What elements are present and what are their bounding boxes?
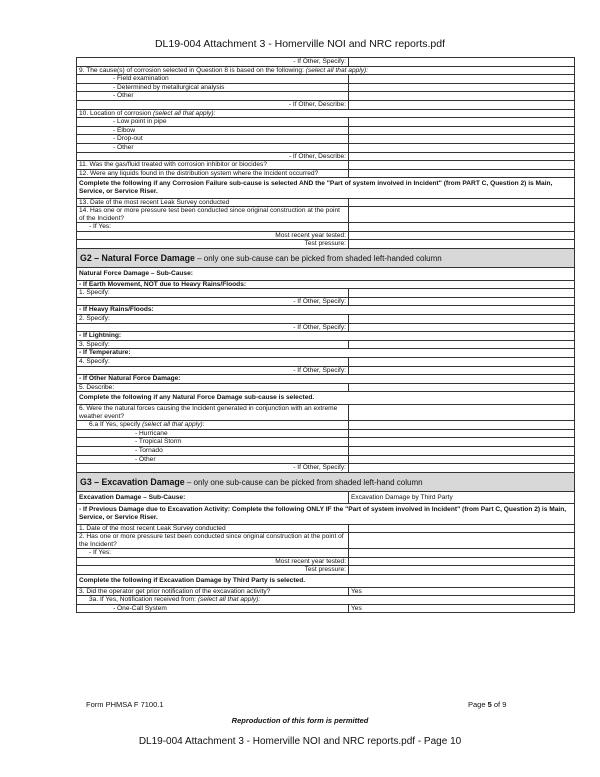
question-text: 10. Location of corrosion <box>79 109 152 117</box>
field-value <box>349 566 575 575</box>
section-title: G3 – Excavation Damage <box>80 476 185 487</box>
field-value <box>349 223 575 232</box>
field-label-text: Most recent year tested: <box>275 231 346 239</box>
form-row <box>77 438 575 447</box>
form-row <box>77 332 575 341</box>
form-row <box>77 340 575 349</box>
form-row <box>77 349 575 358</box>
field-label <box>77 446 349 455</box>
field-label <box>77 75 349 84</box>
field-label <box>77 358 349 367</box>
form-body <box>77 58 575 613</box>
page-prefix: Page <box>468 700 488 709</box>
field-value <box>349 118 575 127</box>
form-row <box>77 268 575 281</box>
field-label-text: - If Yes: <box>89 223 111 231</box>
field-value <box>349 126 575 135</box>
form-row <box>77 566 575 575</box>
form-row <box>77 455 575 464</box>
field-label <box>77 231 349 240</box>
form-row <box>77 240 575 249</box>
field-value <box>349 366 575 375</box>
field-value <box>349 524 575 533</box>
field-value <box>349 438 575 447</box>
form-row <box>77 178 575 198</box>
field-label <box>77 92 349 101</box>
field-label <box>77 557 349 566</box>
field-value <box>349 231 575 240</box>
instruction-header: - If Previous Damage due to Excavation Activity: Complete the following ONLY IF the "Part of system involved in Incident" (from Part C, Question 2) is Main, Service, or Service Riser. <box>77 504 575 524</box>
form-row <box>77 557 575 566</box>
form-row <box>77 358 575 367</box>
question-hint: (select all that apply): <box>151 109 216 117</box>
form-row <box>77 66 575 75</box>
form-row <box>77 596 575 605</box>
field-label-text: 3. Specify: <box>79 340 110 348</box>
field-value <box>349 83 575 92</box>
form-row <box>77 366 575 375</box>
section-note: – only one sub-cause can be picked from shaded left-hand column <box>184 477 423 487</box>
field-label <box>77 118 349 127</box>
field-value <box>349 92 575 101</box>
form-row <box>77 152 575 161</box>
field-hint: (select all that apply): <box>140 421 205 429</box>
form-id: Form PHMSA F 7100.1 <box>86 700 164 709</box>
question-cell <box>77 596 575 605</box>
field-label-text: 12. Were any liquids found in the distribution system where the Incident occurred? <box>79 169 319 177</box>
field-label-text: 6. Were the natural forces causing the Incident generated in conjunction with an extreme weather event? <box>79 404 338 420</box>
field-label <box>77 161 349 170</box>
field-label-text: - Other <box>113 143 134 151</box>
form-row <box>77 323 575 332</box>
field-label-text: Most recent year tested: <box>275 557 346 565</box>
question-hint: (select all that apply): <box>196 596 261 604</box>
subcause-heading: - If Lightning: <box>77 332 575 341</box>
field-value <box>349 340 575 349</box>
field-label <box>77 340 349 349</box>
field-label <box>77 83 349 92</box>
field-label-text: - Determined by metallurgical analysis <box>113 83 225 91</box>
field-label <box>77 100 349 109</box>
field-value <box>349 289 575 298</box>
field-value <box>349 207 575 223</box>
instruction-header: Complete the following if any Natural Force Damage sub-cause is selected. <box>77 392 575 405</box>
field-label <box>77 223 349 232</box>
section-header-g3 <box>77 472 575 491</box>
field-label <box>77 587 349 596</box>
form-row <box>77 533 575 549</box>
field-label-text: - One-Call System <box>113 604 167 612</box>
field-label <box>77 289 349 298</box>
instruction-header: Complete the following if Excavation Damage by Third Party is selected. <box>77 575 575 588</box>
field-value <box>349 58 575 67</box>
form-row <box>77 126 575 135</box>
field-label <box>77 240 349 249</box>
form-row <box>77 109 575 118</box>
field-label-text: Test pressure: <box>304 240 346 248</box>
field-label-text: - If Yes: <box>89 549 111 557</box>
field-value <box>349 143 575 152</box>
field-value <box>349 198 575 207</box>
form-row <box>77 504 575 524</box>
field-label-text: 5. Describe: <box>79 383 115 391</box>
form-row <box>77 169 575 178</box>
document-title: DL19-004 Attachment 3 - Homerville NOI and NRC reports.pdf <box>154 38 446 50</box>
field-label-text: 13. Date of the most recent Leak Survey conducted <box>79 198 230 206</box>
field-label <box>77 604 349 613</box>
question-text: 3a. If Yes, Notification received from: <box>89 596 197 604</box>
incident-form-table <box>76 57 575 613</box>
field-value <box>349 297 575 306</box>
form-row <box>77 604 575 613</box>
field-label <box>77 464 349 473</box>
field-label <box>77 533 349 549</box>
form-row <box>77 297 575 306</box>
form-row <box>77 315 575 324</box>
form-row <box>77 587 575 596</box>
form-row <box>77 198 575 207</box>
field-value <box>349 533 575 549</box>
field-value <box>349 358 575 367</box>
form-row <box>77 421 575 430</box>
field-label <box>77 549 349 558</box>
field-label-text: - Tornado <box>135 446 163 454</box>
section-header-g2 <box>77 249 575 268</box>
field-label-text: 4. Specify: <box>79 358 110 365</box>
field-value <box>349 240 575 249</box>
field-label-text: 14. Has one or more pressure test been conducted since original construction at the point of the Incident? <box>79 207 340 222</box>
field-label <box>77 438 349 447</box>
form-row <box>77 143 575 152</box>
field-label-text: - If Other, Specify: <box>293 323 346 331</box>
field-value <box>349 421 575 430</box>
field-value: Yes <box>349 604 575 613</box>
form-row <box>77 280 575 289</box>
instruction-header: Complete the following if any Corrosion Failure sub-cause is selected AND the "Part of system involved in Incident" (from PART C, Question 2) is Main, Service, or Service Riser. <box>77 178 575 198</box>
field-label-text: - Drop-out <box>113 135 143 143</box>
form-row <box>77 464 575 473</box>
field-value <box>349 446 575 455</box>
field-label-text: - If Other, Specify: <box>293 58 346 65</box>
form-row <box>77 118 575 127</box>
form-row <box>77 491 575 504</box>
subcause-heading: - If Earth Movement, NOT due to Heavy Rains/Floods: <box>77 280 575 289</box>
field-label <box>77 404 349 420</box>
form-row <box>77 75 575 84</box>
form-row <box>77 223 575 232</box>
field-label-text: 1. Specify: <box>79 289 110 297</box>
form-row <box>77 472 575 491</box>
field-label-text: - Elbow <box>113 126 135 134</box>
field-value <box>349 100 575 109</box>
field-label <box>77 297 349 306</box>
field-label-text: - If Other, Specify: <box>293 366 346 374</box>
subcause-heading: - If Temperature: <box>77 349 575 358</box>
form-row <box>77 161 575 170</box>
form-row <box>77 429 575 438</box>
form-row <box>77 289 575 298</box>
subcause-heading: - If Heavy Rains/Floods: <box>77 306 575 315</box>
field-value <box>349 75 575 84</box>
field-value <box>349 549 575 558</box>
form-row <box>77 207 575 223</box>
instruction-header: Natural Force Damage – Sub-Cause: <box>77 268 575 281</box>
form-row <box>77 92 575 101</box>
field-label <box>77 566 349 575</box>
field-label-text: - Field examination <box>113 75 169 83</box>
field-label <box>77 421 349 430</box>
field-label <box>77 429 349 438</box>
question-hint: (select all that apply): <box>303 66 369 74</box>
field-label-text: - Other <box>113 92 134 100</box>
field-label-text: 11. Was the gas/fluid treated with corrosion inhibitor or biocides? <box>79 161 268 169</box>
field-label <box>77 152 349 161</box>
field-value <box>349 135 575 144</box>
form-row <box>77 392 575 405</box>
question-text: 9. The cause(s) of corrosion selected in Question 8 is based on the following: <box>79 66 304 74</box>
page-indicator <box>468 700 506 709</box>
question-cell <box>77 66 575 75</box>
field-label-text: - If Other, Specify: <box>293 297 346 305</box>
field-label <box>77 366 349 375</box>
page-suffix: of 9 <box>491 700 507 709</box>
field-label-text: 2. Specify: <box>79 315 110 323</box>
field-value <box>349 152 575 161</box>
field-label-text: 1. Date of the most recent Leak Survey conducted <box>79 524 226 532</box>
field-value <box>349 323 575 332</box>
field-label <box>77 169 349 178</box>
form-row <box>77 404 575 420</box>
field-label-text: Test pressure: <box>304 566 346 574</box>
field-label-text: - Hurricane <box>135 429 168 437</box>
field-value <box>349 161 575 170</box>
field-label-text: 3. Did the operator get prior notification of the excavation activity? <box>79 587 271 595</box>
field-label <box>77 323 349 332</box>
field-label <box>77 126 349 135</box>
field-value <box>349 557 575 566</box>
form-row <box>77 58 575 67</box>
page-current: 5 <box>487 700 492 709</box>
section-title: G2 – Natural Force Damage <box>80 253 195 264</box>
field-label-text: - Low point in pipe <box>113 118 167 126</box>
field-value <box>349 315 575 324</box>
field-value <box>349 464 575 473</box>
form-row <box>77 249 575 268</box>
field-label: Excavation Damage – Sub-Cause: <box>77 491 349 504</box>
section-note: – only one sub-cause can be picked from shaded left-handed column <box>194 254 442 264</box>
field-label <box>77 207 349 223</box>
field-label <box>77 524 349 533</box>
field-label <box>77 143 349 152</box>
form-row <box>77 446 575 455</box>
form-row <box>77 100 575 109</box>
field-label-text: - Tropical Storm <box>135 438 182 446</box>
form-row <box>77 135 575 144</box>
form-row <box>77 524 575 533</box>
field-label-text: - If Other, Describe: <box>288 152 346 160</box>
field-value <box>349 404 575 420</box>
field-label-text: - If Other, Specify: <box>293 464 346 472</box>
bottom-title: DL19-004 Attachment 3 - Homerville NOI and NRC reports.pdf - Page 10 <box>138 736 462 747</box>
field-value <box>349 169 575 178</box>
field-label-text: - If Other, Describe: <box>288 100 346 108</box>
field-label-text: - Other <box>135 455 156 463</box>
form-row <box>77 549 575 558</box>
field-label-text: 6.a If Yes, specify <box>89 421 141 429</box>
field-label <box>77 315 349 324</box>
field-label <box>77 198 349 207</box>
field-value <box>349 429 575 438</box>
form-row <box>77 575 575 588</box>
field-label <box>77 58 349 67</box>
form-row <box>77 375 575 384</box>
field-value: Excavation Damage by Third Party <box>349 491 575 504</box>
field-label <box>77 455 349 464</box>
reproduction-notice: Reproduction of this form is permitted <box>231 716 369 725</box>
field-value: Yes <box>349 587 575 596</box>
field-label <box>77 383 349 392</box>
question-cell <box>77 109 575 118</box>
field-value <box>349 383 575 392</box>
subcause-heading: - If Other Natural Force Damage: <box>77 375 575 384</box>
form-row <box>77 383 575 392</box>
form-row <box>77 83 575 92</box>
field-value <box>349 455 575 464</box>
form-row <box>77 231 575 240</box>
field-label-text: 2. Has one or more pressure test been conducted since original construction at the point of the Incident? <box>79 533 344 548</box>
field-label <box>77 135 349 144</box>
form-row <box>77 306 575 315</box>
